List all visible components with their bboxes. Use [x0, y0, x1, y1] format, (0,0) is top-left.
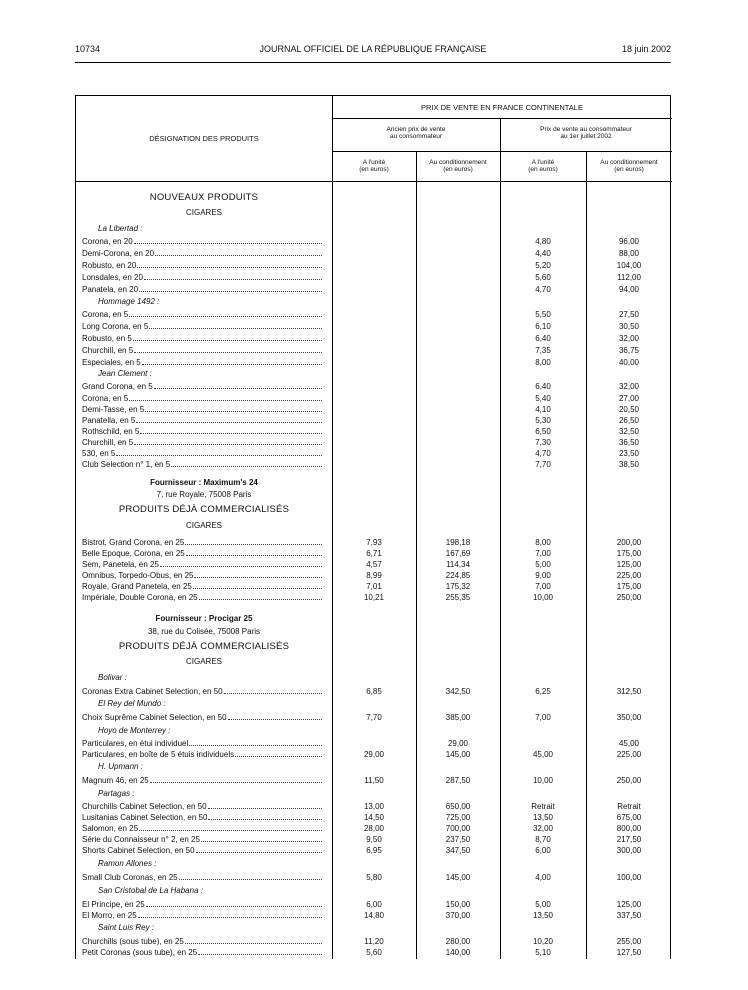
- pack-header-1: Au conditionnement: [429, 159, 487, 166]
- product-name: Churchills (sous tube), en 25: [82, 937, 184, 946]
- dot-leader: [116, 448, 322, 456]
- new-pack-price: 36,75: [618, 346, 640, 355]
- pack-header-2: (en euros): [443, 166, 473, 173]
- new-pack-price: 88,00: [618, 249, 640, 258]
- table-row: [76, 581, 672, 592]
- dot-leader: [198, 947, 322, 955]
- new-pack-price: 250,00: [616, 776, 642, 785]
- journal-title: JOURNAL OFFICIEL DE LA RÉPUBLIQUE FRANÇAISE: [259, 44, 487, 54]
- old-unit-price: 5,80: [366, 873, 382, 882]
- new-unit-price: 7,00: [535, 713, 551, 722]
- new-pack-price: 32,00: [618, 334, 640, 343]
- section-title: NOUVEAUX PRODUITS: [149, 192, 259, 203]
- new-pack-price: 38,50: [618, 460, 640, 469]
- supplier-address: 7, rue Royale, 75008 Paris: [156, 490, 252, 499]
- product-name: 530, en 5: [82, 449, 116, 458]
- brand-label: Bolivar :: [98, 673, 127, 682]
- product-name: Choix Suprême Cabinet Selection, en 50: [82, 713, 227, 722]
- table-row: [76, 812, 672, 823]
- unit-header-2: (en euros): [528, 166, 558, 173]
- dot-leader: [145, 404, 322, 412]
- dot-leader: [179, 872, 322, 880]
- product-name: Robusto, en 20: [82, 261, 137, 270]
- brand-label: Jean Clement :: [98, 369, 152, 378]
- dot-leader: [199, 592, 322, 600]
- old-unit-price: 9,50: [366, 835, 382, 844]
- new-unit-price: 32,00: [532, 824, 554, 833]
- dot-leader: [155, 248, 322, 256]
- old-unit-price: 10,21: [363, 593, 385, 602]
- old-unit-price: 4,57: [366, 560, 382, 569]
- page-number: 10734: [75, 44, 101, 54]
- table-row: [76, 548, 672, 559]
- dot-leader: [139, 284, 322, 292]
- dot-leader: [150, 775, 322, 783]
- table-row: [76, 393, 672, 404]
- new-pack-price: 312,50: [616, 687, 642, 696]
- table-row: [76, 236, 672, 247]
- old-pack-price: 287,50: [445, 776, 471, 785]
- dot-leader: [208, 801, 322, 809]
- product-name: Corona, en 5: [82, 394, 129, 403]
- new-unit-price: 7,00: [535, 582, 551, 591]
- category-label: CIGARES: [185, 657, 222, 666]
- dot-leader: [171, 459, 322, 467]
- old-unit-price: 7,70: [366, 713, 382, 722]
- new-unit-price: 13,50: [532, 813, 554, 822]
- old-pack-price: 237,50: [445, 835, 471, 844]
- old-unit-price: 7,93: [366, 538, 382, 547]
- new-pack-price: 337,50: [616, 911, 642, 920]
- old-pack-price: 224,85: [445, 571, 471, 580]
- dot-leader: [142, 357, 322, 365]
- old-unit-price: 5,60: [366, 948, 382, 957]
- new-unit-price: 10,00: [532, 593, 554, 602]
- new-unit-price: 6,00: [535, 846, 551, 855]
- old-unit-price: 7,01: [366, 582, 382, 591]
- table-row: [76, 381, 672, 392]
- product-name: Particulares, en étui individuel: [82, 739, 189, 748]
- table-row: [76, 910, 672, 921]
- new-unit-price: 9,00: [535, 571, 551, 580]
- new-unit-price: 7,70: [535, 460, 551, 469]
- new-pack-price: 23,50: [618, 449, 640, 458]
- old-unit-price: 8,99: [366, 571, 382, 580]
- dot-leader: [224, 686, 322, 694]
- product-name: Robusto, en 5: [82, 334, 132, 343]
- old-pack-price: 370,00: [445, 911, 471, 920]
- new-unit-price: 5,10: [535, 948, 551, 957]
- table-row: [76, 834, 672, 845]
- unit-header-1: A l'unité: [531, 159, 555, 166]
- brand-label: Partagas :: [98, 789, 135, 798]
- new-pack-price: 127,50: [616, 948, 642, 957]
- brand-label: Hoyo de Monterrey :: [98, 726, 171, 735]
- new-unit-price: 6,40: [535, 334, 551, 343]
- old-unit-price: 11,20: [364, 937, 384, 946]
- new-pack-price: 200,00: [616, 538, 642, 547]
- product-name: Demi-Corona, en 20: [82, 249, 155, 258]
- old-pack-price: 29,00: [447, 739, 469, 748]
- brand-label: El Rey del Mundo :: [98, 699, 166, 708]
- category-label: CIGARES: [185, 521, 222, 530]
- new-unit-price: 4,10: [535, 405, 551, 414]
- dot-leader: [160, 559, 322, 567]
- dot-leader: [193, 581, 322, 589]
- table-row: [76, 357, 672, 368]
- dot-leader: [140, 426, 322, 434]
- new-price-header-2: au 1er juillet 2002: [560, 133, 612, 140]
- old-price-header-2: au consommateur: [389, 133, 443, 140]
- table-row: [76, 272, 672, 283]
- new-unit-price: 6,50: [535, 427, 551, 436]
- new-unit-price: Retrait: [531, 802, 555, 811]
- product-name: Demi-Tasse, en 5: [82, 405, 145, 414]
- old-unit-price: 6,95: [366, 846, 382, 855]
- product-name: Churchill, en 5: [82, 346, 134, 355]
- product-name: El Principe, en 25: [82, 900, 145, 909]
- new-price-header-1: Prix de vente au consommateur: [540, 126, 632, 133]
- product-name: Grand Corona, en 5: [82, 382, 153, 391]
- new-unit-price: 5,50: [535, 310, 551, 319]
- new-pack-price: 175,00: [616, 582, 642, 591]
- row-divider: [332, 118, 672, 119]
- new-pack-price: 675,00: [616, 813, 642, 822]
- new-unit-price: 4,40: [535, 249, 551, 258]
- table-row: [76, 321, 672, 332]
- new-pack-price: 225,00: [616, 571, 642, 580]
- new-unit-price: 4,80: [535, 237, 551, 246]
- table-row: [76, 284, 672, 295]
- supplier-name: Fournisseur : Procigar 25: [155, 614, 253, 623]
- table-row: [76, 712, 672, 723]
- table-row: [76, 559, 672, 570]
- old-pack-price: 650,00: [445, 802, 471, 811]
- new-pack-price: 27,00: [618, 394, 640, 403]
- new-unit-price: 5,00: [535, 560, 551, 569]
- new-unit-price: 7,00: [535, 549, 551, 558]
- new-unit-price: 4,70: [535, 449, 551, 458]
- brand-label: San Cristobal de La Habana :: [98, 886, 203, 895]
- old-pack-price: 700,00: [445, 824, 471, 833]
- product-name: Particulares, en boîte de 5 étuis individuels: [82, 750, 235, 759]
- dot-leader: [146, 899, 322, 907]
- dot-leader: [208, 812, 322, 820]
- old-unit-price: 6,00: [366, 900, 382, 909]
- product-name: Club Selection n° 1, en 5: [82, 460, 171, 469]
- new-unit-price: 45,00: [532, 750, 554, 759]
- new-pack-price: 20,50: [618, 405, 640, 414]
- row-divider: [332, 151, 672, 152]
- table-row: [76, 872, 672, 883]
- product-name: Lonsdales, en 20: [82, 273, 143, 282]
- table-row: [76, 686, 672, 697]
- product-name: Salomon, en 25: [82, 824, 139, 833]
- unit-header-1: A l'unité: [362, 159, 386, 166]
- product-name: Omnibus, Torpedo-Obus, en 25: [82, 571, 194, 580]
- old-unit-price: 11,50: [364, 776, 384, 785]
- new-pack-price: 100,00: [616, 873, 642, 882]
- product-name: Coronas Extra Cabinet Selection, en 50: [82, 687, 223, 696]
- new-pack-price: 26,50: [618, 416, 640, 425]
- new-unit-price: 4,00: [535, 873, 551, 882]
- new-pack-price: 225,00: [616, 750, 642, 759]
- dot-leader: [144, 272, 322, 280]
- old-pack-price: 140,00: [445, 948, 471, 957]
- product-name: Royale, Grand Panetela, en 25: [82, 582, 192, 591]
- new-pack-price: 40,00: [618, 358, 640, 367]
- old-unit-price: 28,00: [363, 824, 385, 833]
- dot-leader: [194, 570, 322, 578]
- new-pack-price: 32,50: [618, 427, 640, 436]
- dot-leader: [189, 738, 322, 746]
- product-name: Small Club Coronas, en 25: [82, 873, 178, 882]
- dot-leader: [154, 381, 322, 389]
- new-pack-price: 125,00: [616, 560, 642, 569]
- table-row: [76, 426, 672, 437]
- old-price-header-1: Ancien prix de vente: [386, 126, 446, 133]
- old-unit-price: 6,85: [366, 687, 382, 696]
- product-name: Churchill, en 5: [82, 438, 134, 447]
- brand-label: Ramon Allones :: [98, 859, 157, 868]
- product-name: Série du Connaisseur n° 2, en 25: [82, 835, 200, 844]
- table-row: [76, 801, 672, 812]
- new-unit-price: 6,10: [535, 322, 551, 331]
- new-unit-price: 13,50: [532, 911, 554, 920]
- new-pack-price: 36,50: [618, 438, 640, 447]
- table-row: [76, 404, 672, 415]
- old-pack-price: 255,35: [445, 593, 471, 602]
- product-name: Rothschild, en 5: [82, 427, 140, 436]
- table-row: [76, 592, 672, 603]
- new-unit-price: 8,70: [535, 835, 551, 844]
- table-row: [76, 899, 672, 910]
- table-row: [76, 309, 672, 320]
- product-name: Corona, en 20: [82, 237, 133, 246]
- old-unit-price: 14,80: [363, 911, 385, 920]
- table-row: [76, 333, 672, 344]
- old-unit-price: 14,50: [363, 813, 385, 822]
- page-header: [75, 44, 671, 58]
- old-pack-price: 145,00: [445, 873, 471, 882]
- product-name: Petit Coronas (sous tube), en 25: [82, 948, 198, 957]
- old-pack-price: 725,00: [445, 813, 471, 822]
- dot-leader: [185, 936, 322, 944]
- old-pack-price: 145,00: [445, 750, 471, 759]
- dot-leader: [129, 393, 322, 401]
- old-pack-price: 280,00: [445, 937, 471, 946]
- product-name: Sem, Panetela, en 25: [82, 560, 159, 569]
- new-unit-price: 4,70: [535, 285, 551, 294]
- table-row: [76, 845, 672, 856]
- dot-leader: [186, 548, 322, 556]
- new-pack-price: 350,00: [616, 713, 642, 722]
- old-pack-price: 347,50: [445, 846, 471, 855]
- dot-leader: [136, 415, 322, 423]
- dot-leader: [134, 345, 322, 353]
- new-pack-price: 104,00: [616, 261, 642, 270]
- new-pack-price: 32,00: [618, 382, 640, 391]
- dot-leader: [129, 309, 322, 317]
- brand-label: La Libertad :: [98, 224, 143, 233]
- new-pack-price: 255,00: [616, 937, 642, 946]
- table-row: [76, 260, 672, 271]
- new-unit-price: 6,25: [535, 687, 551, 696]
- dot-leader: [133, 333, 322, 341]
- old-pack-price: 385,00: [445, 713, 471, 722]
- dot-leader: [228, 712, 322, 720]
- table-row: [76, 775, 672, 786]
- product-name: Lusitanias Cabinet Selection, en 50: [82, 813, 208, 822]
- table-row: [76, 437, 672, 448]
- dot-leader: [196, 845, 322, 853]
- new-unit-price: 6,40: [535, 382, 551, 391]
- new-unit-price: 5,60: [535, 273, 551, 282]
- new-unit-price: 7,35: [535, 346, 551, 355]
- new-pack-price: 30,50: [618, 322, 640, 331]
- table-row: [76, 345, 672, 356]
- old-unit-price: 6,71: [366, 549, 382, 558]
- new-unit-price: 10,20: [532, 937, 554, 946]
- product-name: Churchills Cabinet Selection, en 50: [82, 802, 207, 811]
- new-pack-price: 300,00: [616, 846, 642, 855]
- dot-leader: [137, 260, 322, 268]
- header-rule: [75, 62, 671, 63]
- new-pack-price: 217,50: [616, 835, 642, 844]
- table-row: [76, 947, 672, 958]
- new-pack-price: 45,00: [618, 739, 640, 748]
- main-price-header: PRIX DE VENTE EN FRANCE CONTINENTALE: [421, 103, 583, 112]
- supplier-address: 38, rue du Colisée, 75008 Paris: [147, 627, 261, 636]
- old-pack-price: 167,69: [445, 549, 471, 558]
- product-name: Panatela, en 20: [82, 285, 139, 294]
- new-unit-price: 8,00: [535, 358, 551, 367]
- designation-header: DÉSIGNATION DES PRODUITS: [149, 134, 259, 143]
- price-table: [75, 95, 671, 959]
- table-row: [76, 936, 672, 947]
- new-unit-price: 8,00: [535, 538, 551, 547]
- product-name: Bistrot, Grand Corona, en 25: [82, 538, 185, 547]
- table-row: [76, 537, 672, 548]
- section-title: PRODUITS DÉJÀ COMMERCIALISÉS: [118, 504, 290, 515]
- new-pack-price: 96,00: [618, 237, 640, 246]
- dot-leader: [138, 910, 322, 918]
- table-row: [76, 570, 672, 581]
- product-name: Impériale, Double Corona, en 25: [82, 593, 198, 602]
- old-pack-price: 114,34: [446, 560, 470, 569]
- new-unit-price: 7,30: [535, 438, 551, 447]
- new-unit-price: 5,20: [535, 261, 551, 270]
- section-title: PRODUITS DÉJÀ COMMERCIALISÉS: [118, 641, 290, 652]
- old-pack-price: 342,50: [445, 687, 471, 696]
- table-row: [76, 248, 672, 259]
- new-pack-price: 112,00: [617, 273, 641, 282]
- new-pack-price: 27,50: [618, 310, 640, 319]
- table-row: [76, 459, 672, 470]
- new-pack-price: 800,00: [616, 824, 642, 833]
- head-bottom-rule: [76, 181, 672, 182]
- product-name: Magnum 46, en 25: [82, 776, 149, 785]
- product-name: El Morro, en 25: [82, 911, 137, 920]
- new-unit-price: 5,30: [535, 416, 551, 425]
- product-name: Panatella, en 5: [82, 416, 136, 425]
- table-row: [76, 448, 672, 459]
- category-label: CIGARES: [185, 208, 222, 217]
- dot-leader: [201, 834, 322, 842]
- new-unit-price: 5,00: [535, 900, 551, 909]
- pack-header-1: Au conditionnement: [600, 159, 658, 166]
- new-pack-price: 175,00: [616, 549, 642, 558]
- dot-leader: [185, 537, 322, 545]
- dot-leader: [134, 236, 322, 244]
- dot-leader: [149, 321, 322, 329]
- old-pack-price: 175,32: [445, 582, 471, 591]
- brand-label: Hommage 1492 :: [98, 297, 160, 306]
- new-unit-price: 10,00: [532, 776, 554, 785]
- issue-date: 18 juin 2002: [621, 44, 671, 54]
- pack-header-2: (en euros): [614, 166, 644, 173]
- supplier-name: Fournisseur : Maximum's 24: [150, 478, 258, 487]
- old-pack-price: 198,18: [445, 538, 471, 547]
- old-pack-price: 150,00: [445, 900, 471, 909]
- old-unit-price: 13,00: [363, 802, 385, 811]
- dot-leader: [235, 749, 322, 757]
- dot-leader: [139, 823, 322, 831]
- product-name: Belle Epoque, Corona, en 25: [82, 549, 185, 558]
- product-name: Long Corona, en 5: [82, 322, 149, 331]
- new-pack-price: Retrait: [617, 802, 641, 811]
- dot-leader: [134, 437, 322, 445]
- old-unit-price: 29,00: [363, 750, 385, 759]
- product-name: Corona, en 5: [82, 310, 129, 319]
- table-row: [76, 749, 672, 760]
- new-pack-price: 125,00: [616, 900, 642, 909]
- new-pack-price: 250,00: [616, 593, 642, 602]
- table-row: [76, 415, 672, 426]
- unit-header-2: (en euros): [359, 166, 389, 173]
- table-row: [76, 738, 672, 749]
- brand-label: Saint Luis Rey :: [98, 923, 155, 932]
- brand-label: H. Upmann :: [98, 762, 143, 771]
- product-name: Shorts Cabinet Selection, en 50: [82, 846, 195, 855]
- new-pack-price: 94,00: [618, 285, 640, 294]
- product-name: Especiales, en 5: [82, 358, 141, 367]
- new-unit-price: 5,40: [535, 394, 551, 403]
- table-row: [76, 823, 672, 834]
